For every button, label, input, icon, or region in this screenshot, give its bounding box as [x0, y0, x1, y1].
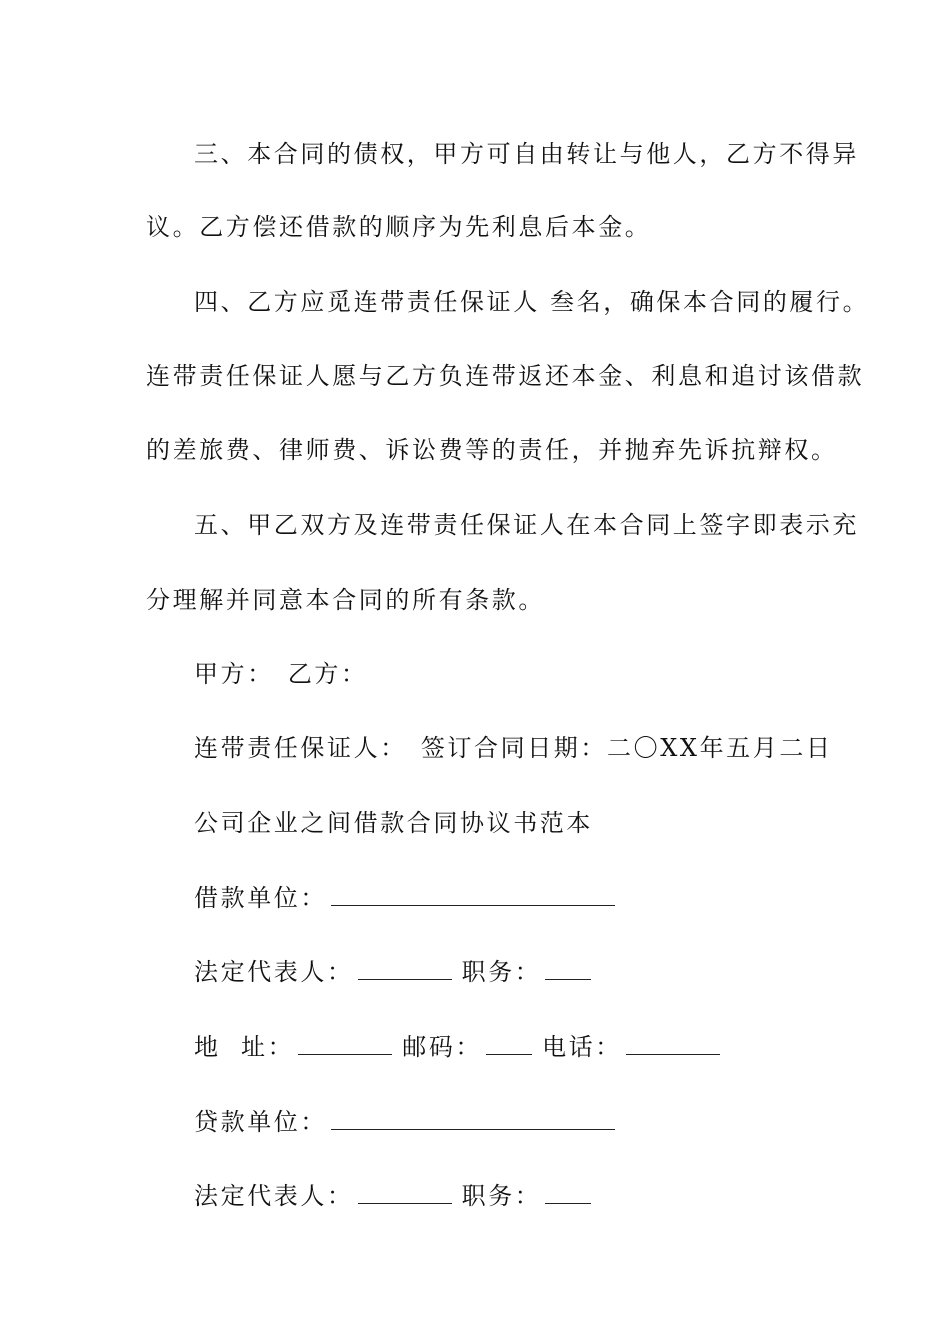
borrower-unit-row — [194, 878, 619, 918]
guarantor-label: 连带责任保证人： — [194, 734, 407, 762]
clause-4-line-2: 连带责任保证人愿与乙方负连带返还本金、利息和追讨该借款 — [146, 362, 865, 390]
clause-5-line-1: 五、甲乙双方及连带责任保证人在本合同上签字即表示充 — [194, 511, 859, 539]
clause-3-line-1: 三、本合同的债权，甲方可自由转让与他人，乙方不得异 — [194, 140, 859, 168]
clause-3-line-2: 议。乙方偿还借款的顺序为先利息后本金。 — [146, 213, 652, 241]
borrower-unit-blank[interactable] — [331, 883, 615, 906]
postcode-blank[interactable] — [486, 1032, 532, 1055]
position-blank-2[interactable] — [545, 1181, 591, 1204]
position-label-2: 职务： — [461, 1182, 542, 1210]
party-signature-line — [194, 654, 368, 694]
form-title: 公司企业之间借款合同协议书范本 — [194, 809, 593, 837]
lender-unit-label: 贷款单位： — [194, 1108, 327, 1136]
postcode-label: 邮码： — [402, 1033, 483, 1061]
legal-rep-row-2 — [194, 1176, 595, 1216]
legal-rep-blank-2[interactable] — [358, 1181, 452, 1204]
guarantor-date-line — [194, 728, 833, 768]
legal-rep-label-1: 法定代表人： — [194, 958, 354, 986]
clause-4-line-3: 的差旅费、律师费、诉讼费等的责任，并抛弃先诉抗辩权。 — [146, 436, 838, 464]
clause-4-line-1: 四、乙方应觅连带责任保证人 叁名，确保本合同的履行。 — [194, 288, 870, 316]
clause-5-line-2: 分理解并同意本合同的所有条款。 — [146, 586, 545, 614]
lender-unit-row — [194, 1102, 619, 1142]
legal-rep-label-2: 法定代表人： — [194, 1182, 354, 1210]
address-label: 地 址： — [194, 1033, 295, 1061]
position-label-1: 职务： — [461, 958, 542, 986]
address-row — [194, 1027, 724, 1067]
party-b-label: 乙方： — [287, 660, 368, 688]
address-blank[interactable] — [298, 1032, 392, 1055]
borrower-unit-label: 借款单位： — [194, 884, 327, 912]
position-blank-1[interactable] — [545, 957, 591, 980]
legal-rep-row-1 — [194, 952, 595, 992]
lender-unit-blank[interactable] — [331, 1107, 615, 1130]
phone-blank[interactable] — [626, 1032, 720, 1055]
phone-label: 电话： — [542, 1033, 622, 1061]
sign-date-label: 签订合同日期：二〇XX年五月二日 — [420, 734, 833, 762]
party-a-label: 甲方： — [194, 660, 274, 688]
legal-rep-blank-1[interactable] — [358, 957, 452, 980]
